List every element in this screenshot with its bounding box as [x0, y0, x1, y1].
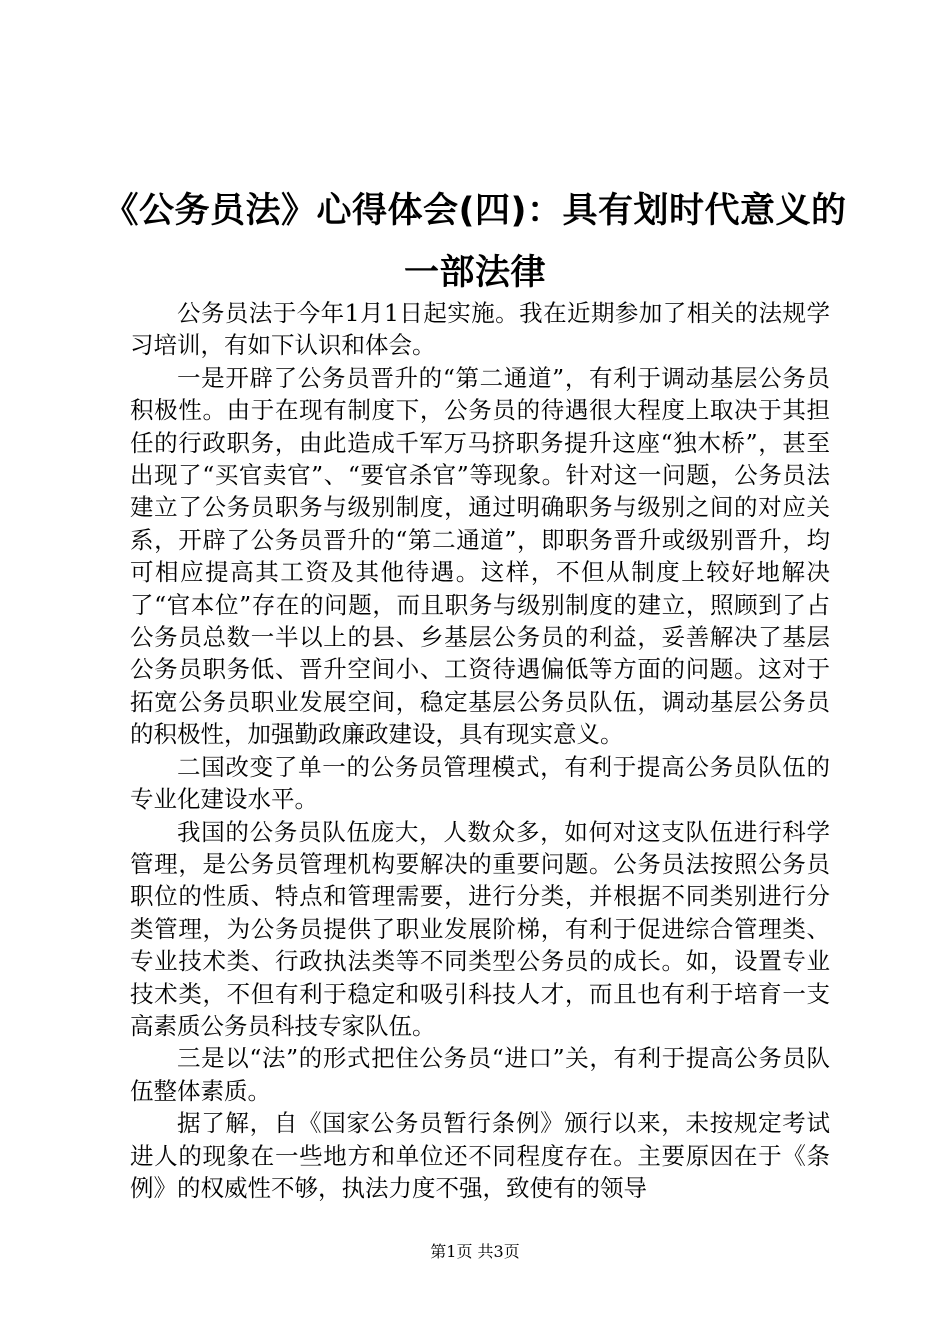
document-title: 《公务员法》心得体会(四)：具有划时代意义的一部法律	[103, 191, 847, 293]
paragraph: 三是以“法”的形式把住公务员“进口”关，有利于提高公务员队伍整体素质。	[130, 1044, 830, 1105]
paragraph: 一是开辟了公务员晋升的“第二通道”，有利于调动基层公务员积极性。由于在现有制度下，公务员的待遇很大程度上取决于其担任的行政职务，由此造成千军万马挤职务提升这座“独木桥”，甚至出现了“买官卖官”、“要官杀官”等现象。针对这一问题，公务员法建立了公务员职务与级别制度，通过明确职务与级别之间的对应关系，开辟了公务员晋升的“第二通道”，即职务晋升或级别晋升，均可相应提高其工资及其他待遇。这样，不但从制度上较好地解决了“官本位”存在的问题，而且职务与级别制度的建立，照顾到了占公务员总数一半以上的县、乡基层公务员的利益，妥善解决了基层公务员职务低、晋升空间小、工资待遇偏低等方面的问题。这对于拓宽公务员职业发展空间，稳定基层公务员队伍，调动基层公务员的积极性，加强勤政廉政建设，具有现实意义。	[130, 363, 830, 749]
page-footer: 第1页 共3页	[430, 1242, 520, 1261]
paragraph: 我国的公务员队伍庞大，人数众多，如何对这支队伍进行科学管理，是公务员管理机构要解决的重要问题。公务员法按照公务员职位的性质、特点和管理需要，进行分类，并根据不同类别进行分类管理，为公务员提供了职业发展阶梯，有利于促进综合管理类、专业技术类、行政执法类等不同类型公务员的成长。如，设置专业技术类，不但有利于稳定和吸引科技人才，而且也有利于培育一支高素质公务员科技专家队伍。	[130, 817, 830, 1040]
document-body	[130, 297, 830, 1204]
paragraph: 公务员法于今年1月1日起实施。我在近期参加了相关的法规学习培训，有如下认识和体会。	[130, 299, 830, 360]
paragraph: 二国改变了单一的公务员管理模式，有利于提高公务员队伍的专业化建设水平。	[130, 752, 830, 814]
paragraph: 据了解，自《国家公务员暂行条例》颁行以来，未按规定考试进人的现象在一些地方和单位还不同程度存在。主要原因在于《条例》的权威性不够，执法力度不强，致使有的领导	[130, 1109, 830, 1202]
